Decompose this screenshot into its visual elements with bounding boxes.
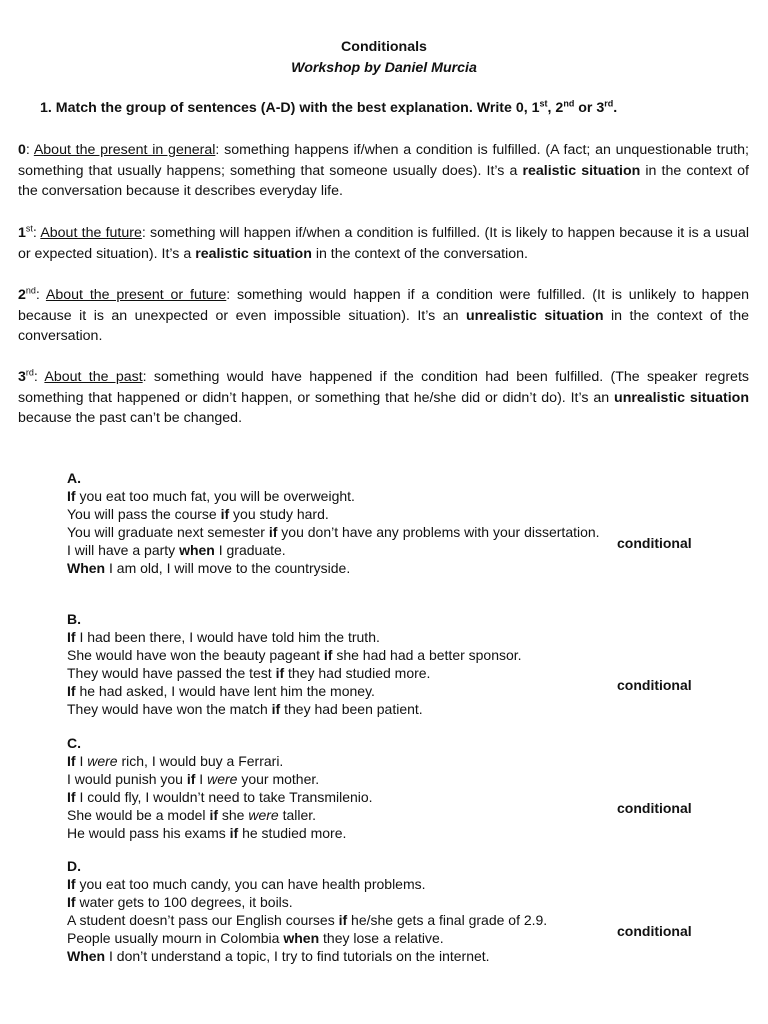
text-segment: He would pass his exams <box>67 825 230 841</box>
example-sentence <box>67 541 607 559</box>
text-segment: he studied more. <box>238 825 347 841</box>
text-segment: if <box>186 771 196 787</box>
example-sentence <box>67 893 607 911</box>
sentence-group-d <box>67 857 607 965</box>
text-segment: I graduate. <box>214 542 286 558</box>
text-segment: he had asked, I would have lent him the money. <box>75 683 375 699</box>
text-segment: I had been there, I would have told him the truth. <box>75 629 380 645</box>
answer-label: conditional <box>617 923 692 939</box>
example-sentence <box>67 523 607 541</box>
group-sentences <box>67 487 607 577</box>
ordinal-suffix: rd <box>25 367 34 378</box>
text-segment: were <box>248 807 279 823</box>
example-sentence <box>67 682 607 700</box>
text-segment: 1 <box>18 225 26 241</box>
text-segment: When <box>67 948 106 964</box>
example-sentence <box>67 824 607 842</box>
text-segment: she had had a better sponsor. <box>332 647 522 663</box>
text-segment: You will pass the course <box>67 506 221 522</box>
example-sentence <box>67 628 607 646</box>
example-sentence <box>67 806 607 824</box>
text-segment: I <box>195 771 208 787</box>
group-letter: C. <box>67 735 81 751</box>
text-segment: : <box>32 225 41 241</box>
example-sentence <box>67 947 607 965</box>
example-sentence <box>67 770 607 788</box>
document-subtitle: Workshop by Daniel Murcia <box>291 60 477 76</box>
example-sentence <box>67 875 607 893</box>
text-segment: They would have won the match <box>67 701 272 717</box>
text-segment: your mother. <box>237 771 320 787</box>
text-segment: when <box>179 542 215 558</box>
ordinal-suffix: st <box>25 223 33 234</box>
text-segment: : something would happen if a condition were fulfilled. (It is unlikely to happen because it is an unexpected or even impossible situation). It’s an <box>18 287 749 324</box>
group-sentences <box>67 752 607 842</box>
answer-label: conditional <box>617 535 692 551</box>
text-segment: About the past <box>44 369 143 385</box>
text-segment: when <box>283 930 320 946</box>
text-segment: in the context of the conversation. <box>18 307 749 344</box>
text-segment: They would have passed the test <box>67 665 276 681</box>
example-sentence <box>67 664 607 682</box>
text-segment: you eat too much fat, you will be overweight. <box>75 488 355 504</box>
explanation-zero <box>18 140 749 202</box>
text-segment: taller. <box>278 807 317 823</box>
text-segment: You will graduate next semester <box>67 524 269 540</box>
ordinal-suffix: st <box>539 98 548 109</box>
text-segment: in the context of the conversation. <box>311 245 528 262</box>
answer-d <box>617 909 692 939</box>
document-title: Conditionals <box>341 39 427 55</box>
text-segment: I <box>75 753 88 769</box>
text-segment: I could fly, I wouldn’t need to take Transmilenio. <box>75 789 373 805</box>
text-segment: She would have won the beauty pageant <box>67 647 324 663</box>
sentence-group-b <box>67 610 607 718</box>
text-segment: If <box>67 894 76 910</box>
group-sentences <box>67 628 607 718</box>
text-segment: I am old, I will move to the countryside. <box>105 560 351 576</box>
text-segment: if <box>338 912 348 928</box>
group-sentences <box>67 875 607 965</box>
answer-blank[interactable]: _____ <box>617 521 656 535</box>
answer-a <box>617 521 692 551</box>
example-sentence <box>67 505 607 523</box>
text-segment: because the past can’t be changed. <box>18 410 243 426</box>
text-segment: If <box>67 753 76 769</box>
text-segment: were <box>87 753 118 769</box>
ordinal-suffix: rd <box>604 98 614 109</box>
text-segment: they had been patient. <box>280 701 423 717</box>
text-segment: if <box>323 647 333 663</box>
example-sentence <box>67 788 607 806</box>
example-sentence <box>67 646 607 664</box>
group-letter: D. <box>67 858 81 874</box>
sentence-group-a <box>67 469 607 577</box>
text-segment: 2 <box>18 287 26 303</box>
text-segment: water gets to 100 degrees, it boils. <box>75 894 293 910</box>
text-segment: if <box>209 807 218 823</box>
group-letter: B. <box>67 611 81 627</box>
explanation-first <box>18 223 749 264</box>
text-segment: you don’t have any problems with your dissertation. <box>277 524 600 540</box>
text-segment: or 3 <box>574 100 605 116</box>
text-segment: if <box>220 506 230 522</box>
text-segment: he/she gets a final grade of 2.9. <box>347 912 548 928</box>
answer-label: conditional <box>617 677 692 693</box>
text-segment: they had studied more. <box>284 665 431 681</box>
text-segment: if <box>271 701 281 717</box>
text-segment: realistic situation <box>522 162 641 179</box>
text-segment: If <box>67 876 76 892</box>
text-segment: 0 <box>18 142 26 158</box>
example-sentence <box>67 911 607 929</box>
text-segment: you eat too much candy, you can have health problems. <box>75 876 426 892</box>
text-segment: About the future <box>40 225 142 241</box>
answer-blank[interactable]: _____ <box>617 663 656 677</box>
text-segment: if <box>229 825 239 841</box>
text-segment: : something happens if/when a condition is fulfilled. (A fact; an unquestionable truth; something that usually happens; something that someone usually does). It’s a <box>18 142 749 179</box>
text-segment: 1. Match the group of sentences (A-D) with the best explanation. Write 0, 1 <box>40 100 540 116</box>
explanation-third <box>18 367 749 429</box>
text-segment: She would be a model <box>67 807 210 823</box>
example-sentence <box>67 752 607 770</box>
answer-b <box>617 663 692 693</box>
text-segment: were <box>207 771 238 787</box>
text-segment: : something will happen if/when a condition is fulfilled. (It is likely to happen because it is a usual or expected situation). It’s a <box>18 225 749 262</box>
text-segment: A student doesn’t pass our English courses <box>67 912 339 928</box>
ordinal-suffix: nd <box>25 285 36 296</box>
text-segment: : <box>33 369 45 385</box>
text-segment: unrealistic situation <box>614 389 749 406</box>
text-segment: I don’t understand a topic, I try to find tutorials on the internet. <box>105 948 490 964</box>
example-sentence <box>67 700 607 718</box>
example-sentence <box>67 559 607 577</box>
text-segment: in the context of the conversation because it describes everyday life. <box>18 162 750 199</box>
example-sentence <box>67 929 607 947</box>
text-segment: 3 <box>18 369 26 385</box>
sentence-group-c <box>67 734 607 842</box>
text-segment: About the present or future <box>45 287 227 303</box>
ordinal-suffix: nd <box>563 98 575 109</box>
answer-c <box>617 786 692 816</box>
text-segment: If <box>67 683 76 699</box>
text-segment: , 2 <box>547 100 564 116</box>
text-segment: you study hard. <box>229 506 329 522</box>
explanation-second <box>18 285 749 347</box>
text-segment: she <box>218 807 249 823</box>
text-segment: : <box>25 142 34 158</box>
text-segment: If <box>67 789 76 805</box>
exercise-instruction <box>40 100 617 116</box>
text-segment: If <box>67 629 76 645</box>
text-segment: . <box>613 100 618 116</box>
group-letter: A. <box>67 470 81 486</box>
text-segment: When <box>67 560 106 576</box>
text-segment: I will have a party <box>67 542 180 558</box>
text-segment: if <box>268 524 278 540</box>
text-segment: About the present in general <box>33 142 216 158</box>
text-segment: they lose a relative. <box>319 930 444 946</box>
text-segment: : <box>35 287 46 303</box>
text-segment: People usually mourn in Colombia <box>67 930 284 946</box>
text-segment: If <box>67 488 76 504</box>
text-segment: I would punish you <box>67 771 187 787</box>
answer-blank[interactable]: _____ <box>617 909 656 923</box>
text-segment: rich, I would buy a Ferrari. <box>117 753 284 769</box>
answer-label: conditional <box>617 800 692 816</box>
text-segment: if <box>275 665 285 681</box>
text-segment: : something would have happened if the condition had been fulfilled. (The speaker regrets something that happened or didn’t happen, or something that he/she did or didn’t do). It’s an <box>18 369 749 406</box>
text-segment: unrealistic situation <box>465 307 604 324</box>
text-segment: realistic situation <box>195 245 312 262</box>
example-sentence <box>67 487 607 505</box>
answer-blank[interactable]: _____ <box>617 786 656 800</box>
